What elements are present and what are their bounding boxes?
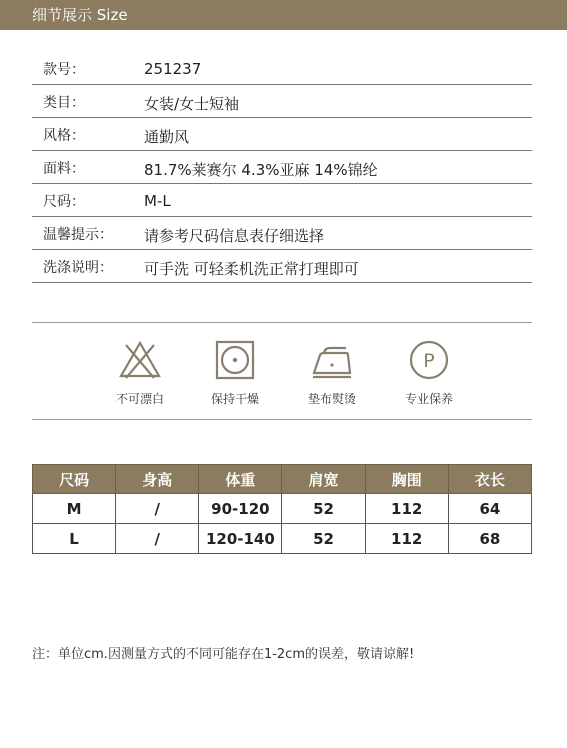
table-cell: / xyxy=(116,494,199,524)
iron-icon xyxy=(310,339,354,381)
info-label: 类目： xyxy=(43,95,85,111)
column-header: 胸围 xyxy=(365,465,448,494)
info-value: 请参考尺码信息表仔细选择 xyxy=(144,227,325,245)
column-header: 肩宽 xyxy=(282,465,365,494)
info-row-size xyxy=(32,184,532,217)
tumble-dry-icon xyxy=(213,339,257,381)
table-cell: 52 xyxy=(282,494,365,524)
table-cell: 64 xyxy=(448,494,531,524)
info-label: 尺码： xyxy=(43,194,85,210)
info-value: 251237 xyxy=(144,60,202,78)
info-row-fabric xyxy=(32,151,532,184)
size-table xyxy=(32,464,532,554)
care-label: 保持干燥 xyxy=(210,392,259,406)
column-header: 尺码 xyxy=(33,465,116,494)
table-cell: 112 xyxy=(365,524,448,554)
table-cell: 52 xyxy=(282,524,365,554)
table-row xyxy=(33,494,532,524)
table-header-row xyxy=(33,465,532,494)
info-value: M-L xyxy=(144,192,171,210)
table-cell: 90-120 xyxy=(199,494,282,524)
info-label: 温馨提示： xyxy=(43,227,113,243)
info-label: 洗涤说明： xyxy=(43,260,113,276)
table-cell: 120-140 xyxy=(199,524,282,554)
info-value: 女装/女士短袖 xyxy=(144,95,240,113)
info-row-tip xyxy=(32,217,532,250)
table-cell: / xyxy=(116,524,199,554)
column-header: 身高 xyxy=(116,465,199,494)
product-info xyxy=(32,52,532,283)
info-row-category xyxy=(32,85,532,118)
measurement-note: 注：单位cm.因测量方式的不同可能存在1-2cm的误差，敬请谅解! xyxy=(32,647,415,662)
column-header: 体重 xyxy=(199,465,282,494)
no-bleach-icon xyxy=(118,339,162,381)
info-row-style-number xyxy=(32,52,532,85)
table-row xyxy=(33,524,532,554)
info-label: 面料： xyxy=(43,161,85,177)
info-label: 风格： xyxy=(43,128,85,144)
section-title: 细节展示 Size xyxy=(32,6,128,24)
column-header: 衣长 xyxy=(448,465,531,494)
table-cell: 68 xyxy=(448,524,531,554)
table-cell: M xyxy=(33,494,116,524)
info-row-style xyxy=(32,118,532,151)
svg-text:P: P xyxy=(423,350,435,372)
care-label: 垫布熨烫 xyxy=(307,392,356,406)
table-cell: 112 xyxy=(365,494,448,524)
care-label: 不可漂白 xyxy=(115,392,164,406)
care-instructions xyxy=(32,322,532,420)
info-value: 81.7%莱赛尔 4.3%亚麻 14%锦纶 xyxy=(144,161,378,179)
care-label: 专业保养 xyxy=(404,392,453,406)
info-label: 款号： xyxy=(43,62,85,78)
info-row-washing xyxy=(32,250,532,283)
table-cell: L xyxy=(33,524,116,554)
section-header xyxy=(0,0,567,30)
professional-care-icon xyxy=(407,339,451,381)
info-value: 通勤风 xyxy=(144,128,190,146)
info-value: 可手洗 可轻柔机洗正常打理即可 xyxy=(144,260,359,278)
